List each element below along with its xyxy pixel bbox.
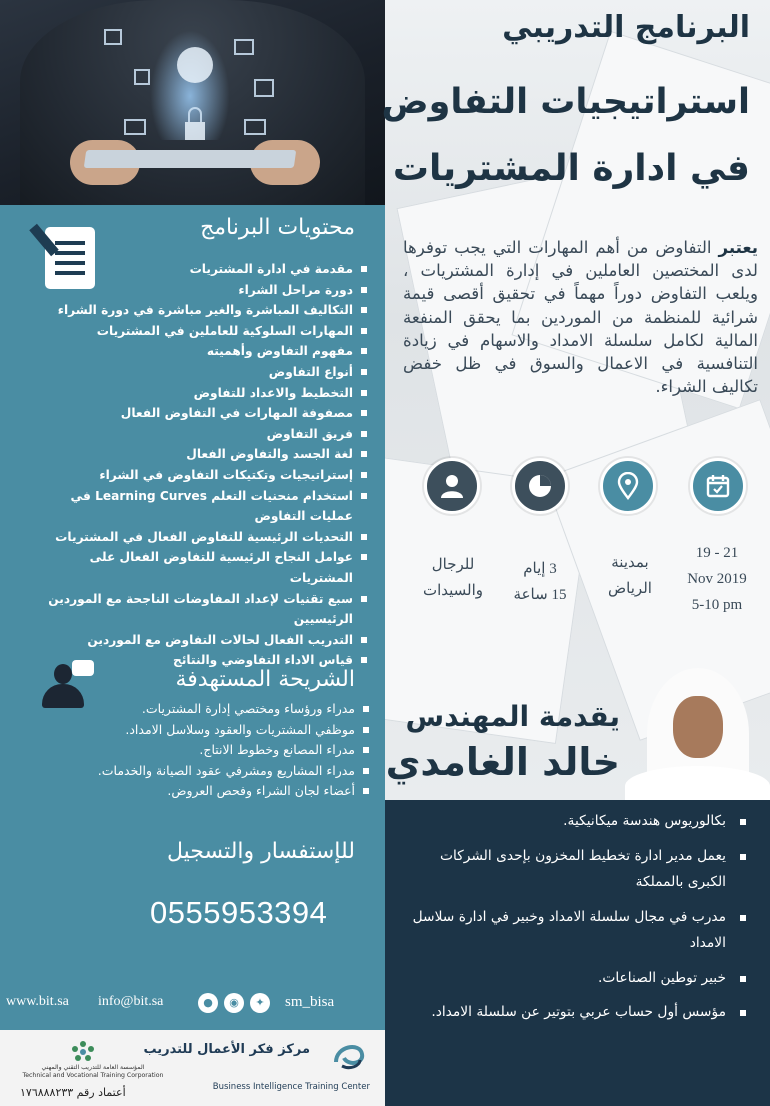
contents-item: عوامل النجاح الرئيسية للتفاوض الفعال على المشتريات: [37, 547, 367, 588]
contents-item: إستراتيجيات وتكتيكات التفاوض في الشراء: [37, 465, 367, 486]
contents-item: أنواع التفاوض: [37, 362, 367, 383]
contents-title: محتويات البرنامج: [200, 215, 355, 240]
instagram-icon[interactable]: ◉: [224, 993, 244, 1013]
clock-chart-icon: [512, 458, 568, 514]
contents-item: التدريب الفعال لحالات التفاوض مع الموردين: [37, 630, 367, 651]
bio-item: مؤسس أول حساب عربي بتوتير عن سلسلة الامداد.: [408, 999, 748, 1026]
hero-image: [0, 0, 385, 205]
bitc-name-en: Business Intelligence Training Center: [212, 1082, 370, 1092]
presenter-photo: [625, 668, 770, 800]
tvtc-name: [8, 1064, 178, 1080]
audience-list: [29, 699, 369, 802]
contents-item: لغة الجسد والتفاوض الفعال: [37, 444, 367, 465]
date-info: [672, 540, 762, 618]
person-icon: [424, 458, 480, 514]
audience-info: [410, 552, 496, 604]
inquiry-label: للإستفسار والتسجيل: [166, 839, 355, 864]
accreditation-number: أعتماد رقم ١٧٦٨٨٨٢٣٣: [20, 1086, 126, 1099]
contents-item: فريق التفاوض: [37, 424, 367, 445]
audience-men: للرجال: [431, 557, 475, 573]
course-title-line2: في ادارة المشتريات: [392, 148, 750, 189]
contents-item: مصفوفة المهارات في التفاوض الفعال: [37, 403, 367, 424]
contents-item: التخطيط والاعداد للتفاوض: [37, 383, 367, 404]
location-info: [590, 550, 670, 602]
contact-row: [0, 991, 385, 1015]
presenter-name: خالد الغامدي: [385, 740, 620, 784]
left-panel: [0, 205, 385, 1030]
intro-paragraph: [403, 236, 758, 398]
bitc-logo-icon: [330, 1036, 366, 1072]
contents-list: [37, 259, 367, 671]
bio-panel: [385, 800, 770, 1106]
month-year: Nov 2019: [687, 571, 747, 587]
city-name: الرياض: [608, 581, 652, 597]
contents-item: التحديات الرئيسية للتفاوض الفعال في المشتريات: [37, 527, 367, 548]
bio-item: بكالوريوس هندسة ميكانيكية.: [408, 808, 748, 835]
session-time: 5-10 pm: [691, 597, 743, 613]
audience-item: مدراء المشاريع ومشرفي عقود الصيانة والخدمات.: [29, 761, 369, 782]
intro-lead-word: يعتبر: [718, 238, 758, 257]
email-link[interactable]: info@bit.sa: [98, 994, 164, 1009]
audience-title: الشريحة المستهدفة: [175, 667, 355, 692]
logos-strip: [0, 1030, 385, 1106]
date-range: 19 - 21: [695, 545, 739, 561]
bio-item: خبير توطين الصناعات.: [408, 965, 748, 992]
calendar-icon: [690, 458, 746, 514]
snapchat-icon[interactable]: ●: [198, 993, 218, 1013]
audience-item: أعضاء لجان الشراء وفحص العروض.: [29, 781, 369, 802]
course-title-line1: استراتيجيات التفاوض: [381, 82, 750, 122]
duration-days: 3 إيام: [523, 561, 557, 577]
program-label: البرنامج التدريبي: [502, 10, 750, 45]
audience-women: والسيدات: [422, 583, 484, 599]
contents-item: قياس الاداء التفاوضي والنتائج: [37, 650, 367, 671]
tvtc-name-en: Technical and Vocational Training Corporation: [22, 1072, 164, 1079]
intro-text: التفاوض من أهم المهارات التي يجب توفرها لدى المختصين العاملين في إدارة المشتريات ، ويلعب التفاوض دوراً مهماً في تحقيق أقصى قيمة شرائية للمنظمة من الموردين بما يحقق المنفعة المالية لكامل سلسلة الامداد والاسهام في زيادة التنافسية في الاعمال والسوق في ظل خفض تكاليف الشراء.: [403, 238, 758, 397]
contents-item: مفهوم التفاوض وأهميته: [37, 341, 367, 362]
presented-by: يقدمة المهندس: [405, 700, 620, 733]
audience-item: موظفي المشتريات والعقود وسلاسل الامداد.: [29, 720, 369, 741]
audience-item: مدراء ورؤساء ومختصي إدارة المشتريات.: [29, 699, 369, 720]
contents-item: استخدام منحنيات التعلم Learning Curves في عمليات التفاوض: [37, 486, 367, 527]
location-icon: [600, 458, 656, 514]
contents-item: سبع تقنيات لإعداد المفاوضات الناجحة مع الموردين الرئيسيين: [37, 589, 367, 630]
bitc-name-ar: مركز فكر الأعمال للتدريب: [143, 1042, 310, 1057]
bio-item: مدرب في مجال سلسلة الامداد وخبير في ادارة سلاسل الامداد: [408, 904, 748, 957]
contents-item: التكاليف المباشرة والغير مباشرة في دورة الشراء: [37, 300, 367, 321]
contents-item: المهارات السلوكية للعاملين في المشتريات: [37, 321, 367, 342]
tvtc-logo-icon: [70, 1040, 96, 1064]
tvtc-name-ar: المؤسسة العامة للتدريب التقني والمهني: [41, 1064, 145, 1071]
audience-item: مدراء المصانع وخطوط الانتاج.: [29, 740, 369, 761]
contents-item: دورة مراحل الشراء: [37, 280, 367, 301]
bio-item: يعمل مدير ادارة تخطيط المخزون بإحدى الشركات الكبرى بالمملكة: [408, 843, 748, 896]
bio-list: [408, 808, 748, 1034]
duration-info: [505, 556, 575, 608]
contents-item: مقدمة في ادارة المشتريات: [37, 259, 367, 280]
phone-number[interactable]: 0555953394: [150, 895, 328, 930]
city-prefix: بمدينة: [611, 555, 649, 571]
duration-hours: 15 ساعة: [513, 587, 567, 603]
social-handle[interactable]: sm_bisa: [285, 994, 335, 1010]
twitter-icon[interactable]: ✦: [250, 993, 270, 1013]
website-link[interactable]: www.bit.sa: [6, 994, 69, 1009]
